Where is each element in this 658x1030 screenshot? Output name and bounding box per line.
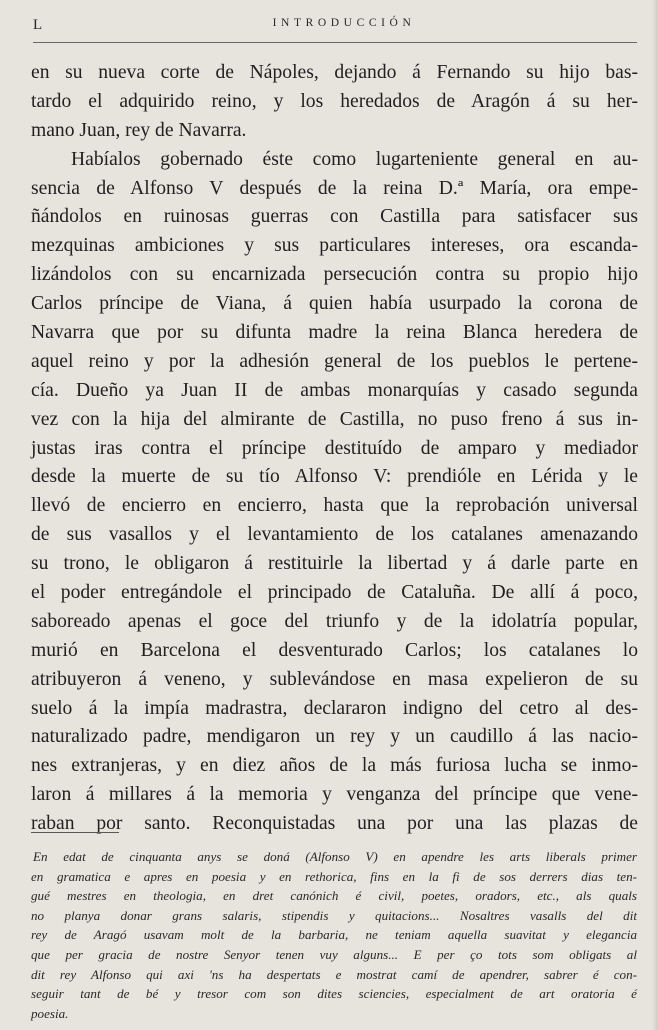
body-line: mezquinas ambiciones y sus particulares intereses, ora escanda- — [31, 235, 638, 257]
body-line: atribuyeron á veneno, y sublevándose en masa expelieron de su — [31, 668, 638, 690]
footnote-line: no planya donar grans salaris, stipendis y quitacions... Nosaltres vasalls del dit — [31, 907, 637, 923]
footnote-line: En edat de cinquanta anys se doná (Alfonso V) en apendre les arts liberals primer — [33, 849, 637, 864]
footnote — [31, 847, 637, 1023]
footnote-line: que per gracia de nostre Senyor tenen vuy alguns... E per ço tots som obligats al — [31, 946, 637, 962]
footnote-rule — [31, 832, 119, 833]
body-line: Navarra que por su difunta madre la reina Blanca heredera de — [31, 322, 638, 344]
body-line: saboreado apenas el goce del triunfo y de la idolatría popular, — [31, 610, 638, 632]
body-line: Carlos príncipe de Viana, á quien había usurpado la corona de — [31, 293, 638, 315]
body-line: tardo el adquirido reino, y los heredados de Aragón á su her- — [31, 90, 638, 112]
footnote-line: poesia. — [31, 1005, 69, 1021]
footnote-line: en gramatica e apres en poesia y en rethorica, fins en la fi de sos derrers dias ten- — [31, 868, 637, 884]
footnote-line: rey de Aragó usavam molt de la barbaria, ne teniam aquella suavitat y elegancia — [31, 927, 637, 943]
body-line: Habíalos gobernado éste como lugarteniente general en au- — [71, 148, 638, 170]
main-text — [31, 59, 638, 839]
body-line: nes extranjeras, y en diez años de la más furiosa lucha se inmo- — [31, 755, 638, 777]
page-number: L — [33, 17, 44, 33]
body-line: vez con la hija del almirante de Castilla, no puso freno á sus in- — [31, 408, 638, 430]
footnote-line: seguir tant de bé y tresor com son dites sciencies, especialment de art oratoria é — [31, 986, 637, 1002]
body-line: ñándolos en ruinosas guerras con Castilla para satisfacer sus — [31, 206, 638, 228]
running-head: INTRODUCCIÓN — [272, 17, 416, 29]
body-line: mano Juan, rey de Navarra. — [31, 119, 247, 141]
body-line: aquel reino y por la adhesión general de los pueblos le pertene- — [31, 350, 638, 372]
body-line: cía. Dueño ya Juan II de ambas monarquías y casado segunda — [31, 379, 638, 401]
body-line: sencia de Alfonso V después de la reina D.ª María, ora empe- — [31, 177, 638, 199]
footnote-line: gué mestres en theologia, en dret canónich é civil, poetes, oradors, etc., als quals — [31, 888, 637, 904]
body-line: su trono, le obligaron á restituirle la libertad y á darle parte en — [31, 553, 638, 575]
body-line: desde la muerte de su tío Alfonso V: prendióle en Lérida y le — [31, 466, 638, 488]
body-line: murió en Barcelona el desventurado Carlos; los catalanes lo — [31, 639, 638, 661]
body-line: lizándolos con su encarnizada persecución contra su propio hijo — [31, 264, 638, 286]
body-line: llevó de encierro en encierro, hasta que la reprobación universal — [31, 495, 638, 517]
body-line: de sus vasallos y el levantamiento de los catalanes amenazando — [31, 524, 638, 546]
body-line: justas iras contra el príncipe destituído de amparo y mediador — [31, 437, 638, 459]
page-edge-shadow — [652, 0, 658, 1030]
body-line: naturalizado padre, mendigaron un rey y un caudillo á las nacio- — [31, 726, 638, 748]
footnote-line: dit rey Alfonso qui axi 'ns ha despertats e mostrat camí de apendrer, sabrer é con- — [31, 966, 637, 982]
body-line: raban por santo. Reconquistadas una por una las plazas de — [31, 813, 638, 835]
body-line: laron á millares á la memoria y venganza del príncipe que vene- — [31, 784, 638, 806]
header-rule — [33, 42, 637, 43]
body-line: suelo á la impía madrastra, declararon indigno del cetro al des- — [31, 697, 638, 719]
body-line: en su nueva corte de Nápoles, dejando á Fernando su hijo bas- — [31, 62, 638, 83]
body-line: el poder entregándole el principado de Cataluña. De allí á poco, — [31, 582, 638, 604]
